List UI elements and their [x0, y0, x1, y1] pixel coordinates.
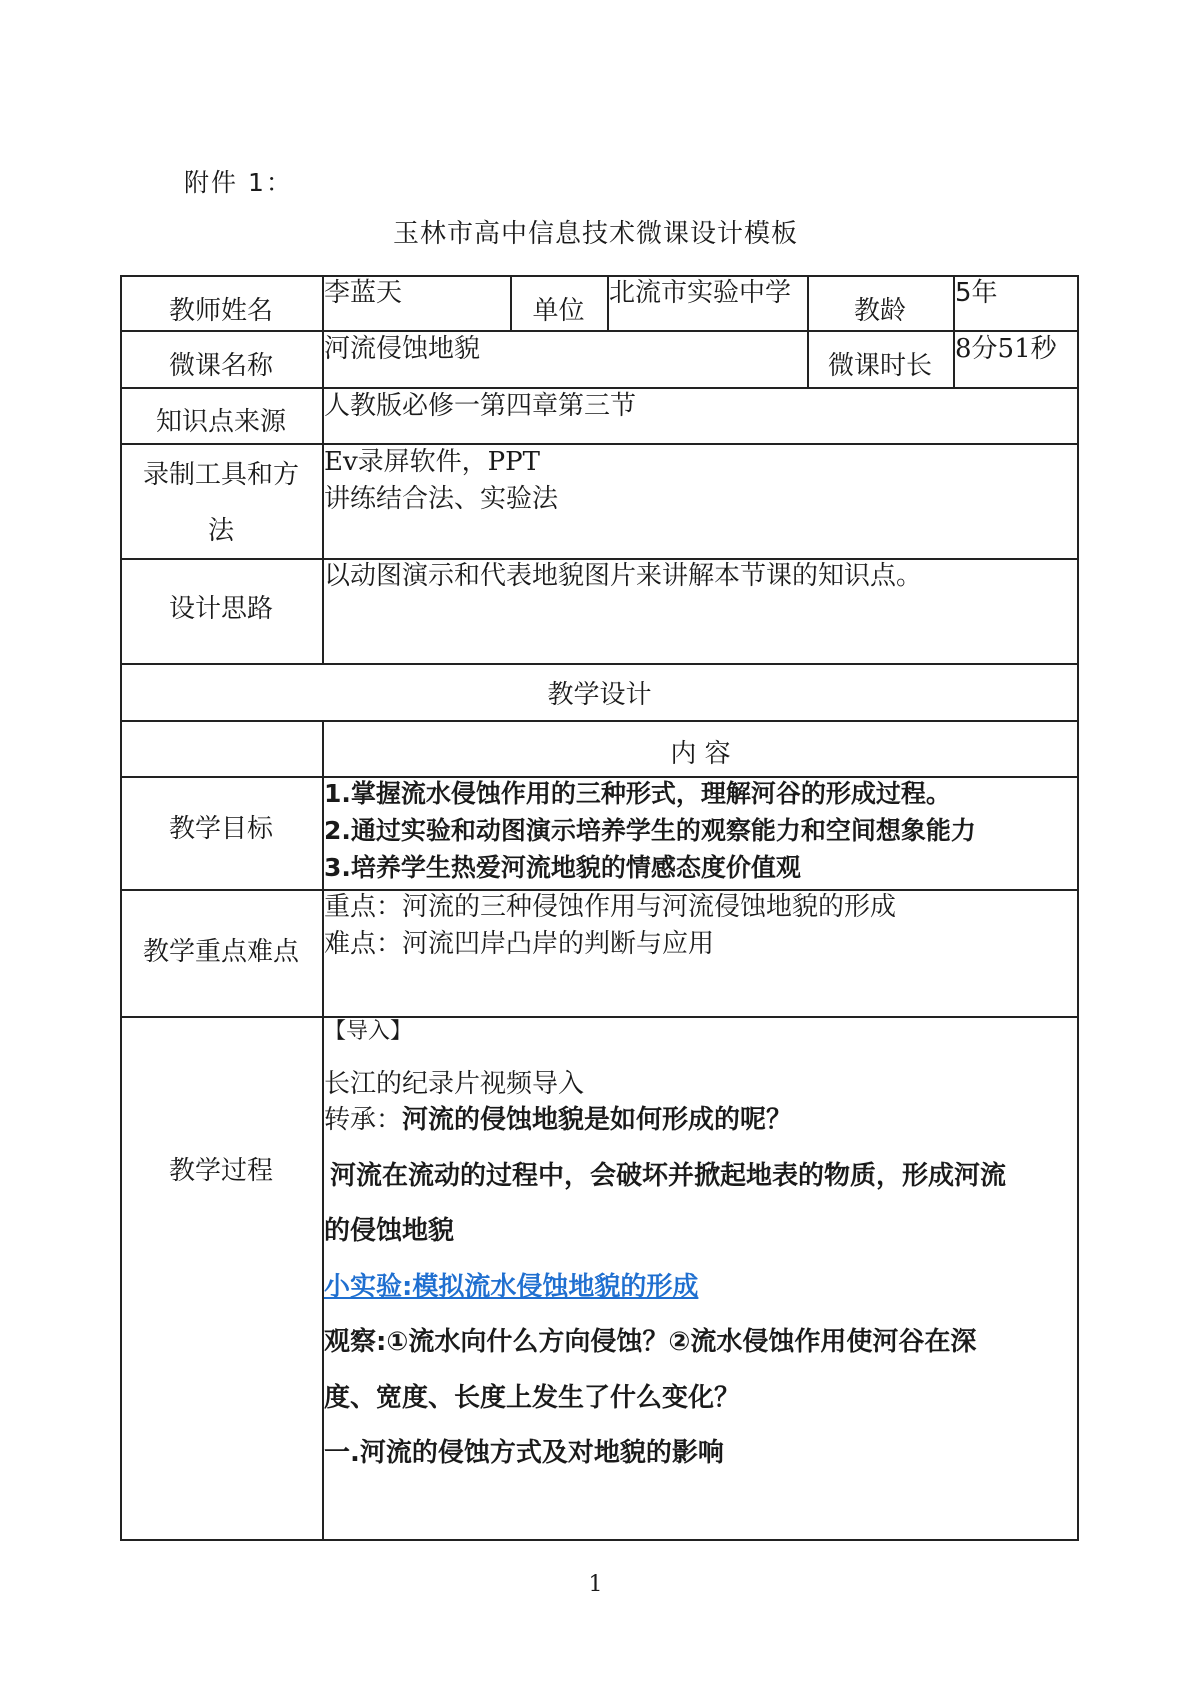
page-title: 玉林市高中信息技术微课设计模板 — [392, 219, 798, 249]
design-table — [120, 275, 1079, 1541]
tools-label-cont: 法 — [207, 516, 234, 546]
observe-question-cont: 度、宽度、长度上发生了什么变化？ — [324, 1383, 741, 1413]
course-value: 河流侵蚀地貌 — [324, 334, 481, 364]
table-border — [120, 663, 1079, 665]
duration-label: 微课时长 — [827, 351, 932, 381]
goals-label: 教学目标 — [168, 814, 273, 844]
intro-tag: 【导入】 — [324, 1019, 413, 1044]
years-label: 教龄 — [853, 296, 906, 326]
table-border — [120, 330, 1079, 332]
years-value: 5年 — [955, 278, 998, 308]
section-title: 教学设计 — [547, 680, 652, 710]
table-border — [120, 1016, 1079, 1018]
course-label: 微课名称 — [168, 351, 273, 381]
observe-question: 观察:①流水向什么方向侵蚀？②流水侵蚀作用使河谷在深 — [324, 1327, 977, 1357]
method-value: 讲练结合法、实验法 — [324, 484, 559, 514]
page-number: 1 — [588, 1572, 603, 1597]
idea-value: 以动图演示和代表地貌图片来讲解本节课的知识点。 — [324, 561, 923, 591]
difficulty-point: 难点：河流凹岸凸岸的判断与应用 — [324, 929, 715, 959]
source-value: 人教版必修一第四章第三节 — [324, 391, 637, 421]
experiment-link[interactable]: 小实验:模拟流水侵蚀地貌的形成 — [324, 1272, 699, 1302]
unit-label: 单位 — [532, 296, 585, 326]
table-border — [120, 387, 1079, 389]
intro-text: 长江的纪录片视频导入 — [324, 1069, 585, 1099]
tools-label: 录制工具和方 — [142, 460, 299, 490]
transition-line — [324, 1104, 792, 1138]
transition-prefix: 转承： — [324, 1105, 403, 1135]
table-border — [120, 443, 1079, 445]
source-label: 知识点来源 — [155, 407, 286, 437]
goal-item: 2.通过实验和动图演示培养学生的观察能力和空间想象能力 — [324, 816, 976, 845]
teacher-value: 李蓝天 — [324, 278, 403, 308]
teacher-label: 教师姓名 — [168, 296, 273, 326]
key-label: 教学重点难点 — [142, 937, 299, 967]
tools-value: Ev录屏软件，PPT — [324, 447, 540, 477]
key-point: 重点：河流的三种侵蚀作用与河流侵蚀地貌的形成 — [324, 892, 897, 922]
section-heading: 一.河流的侵蚀方式及对地貌的影响 — [324, 1438, 724, 1468]
process-label: 教学过程 — [168, 1156, 273, 1186]
goal-item: 1.掌握流水侵蚀作用的三种形式，理解河谷的形成过程。 — [324, 779, 951, 808]
attachment-label: 附件 1： — [184, 168, 293, 197]
unit-value: 北流市实验中学 — [609, 278, 792, 308]
duration-value: 8分51秒 — [955, 334, 1057, 364]
process-paragraph: 河流在流动的过程中，会破坏并掀起地表的物质，形成河流 — [330, 1161, 1007, 1191]
transition-question: 河流的侵蚀地貌是如何形成的呢？ — [402, 1105, 793, 1135]
process-paragraph-cont: 的侵蚀地貌 — [324, 1216, 455, 1246]
content-header: 内 容 — [670, 739, 731, 769]
goal-item: 3.培养学生热爱河流地貌的情感态度价值观 — [324, 853, 801, 882]
table-border — [1077, 275, 1079, 1541]
table-border — [120, 1539, 1079, 1541]
idea-label: 设计思路 — [168, 594, 273, 624]
table-border — [120, 275, 1079, 277]
table-border — [120, 720, 1079, 722]
